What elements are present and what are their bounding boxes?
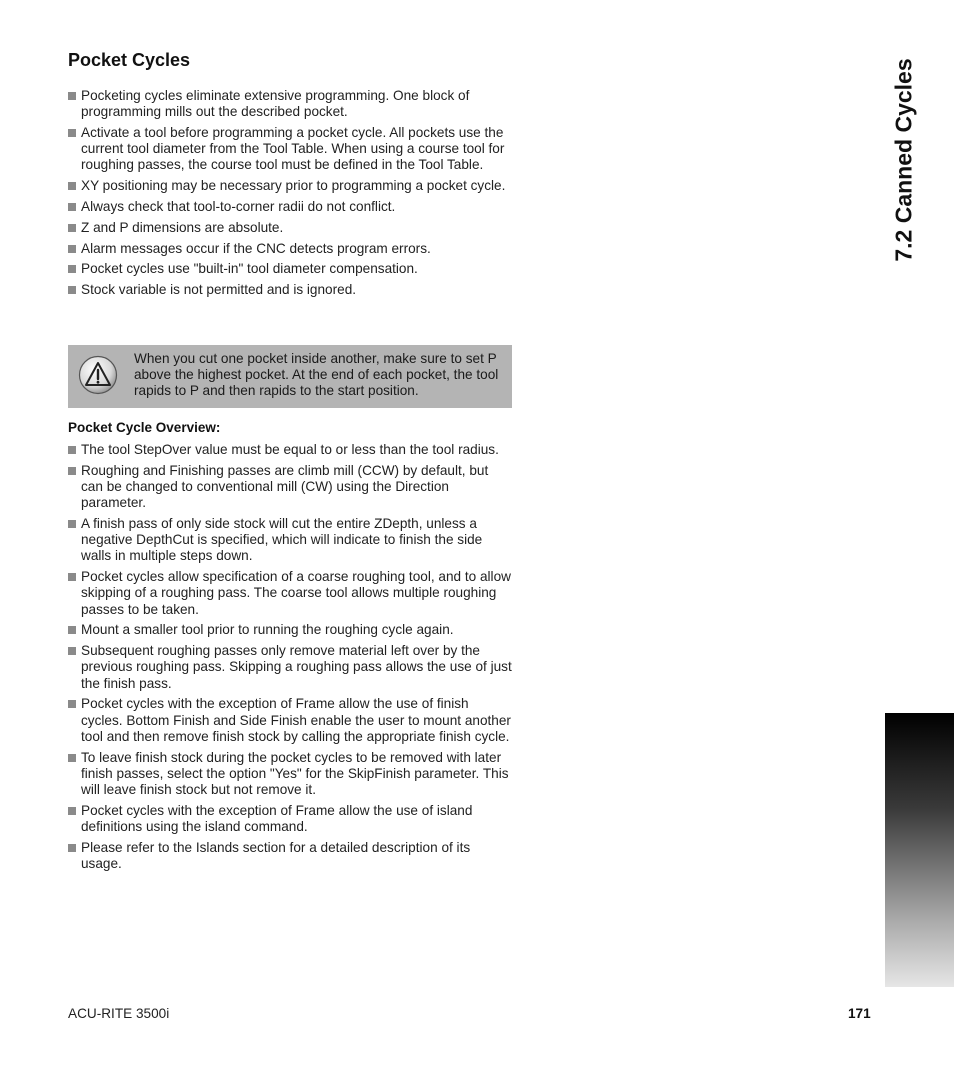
- footer-product-name: ACU-RITE 3500i: [68, 1006, 170, 1021]
- list-item-text: Pocket cycles with the exception of Frame allow the use of island definitions using the island command.: [81, 802, 473, 835]
- list-item: [68, 516, 512, 565]
- list-item: [68, 643, 512, 692]
- list-item: [68, 463, 512, 512]
- list-item-text: Activate a tool before programming a pocket cycle. All pockets use the current tool diameter from the Tool Table. When using a course tool for roughing passes, the course tool must be defined in the Tool Table.: [81, 125, 505, 173]
- list-item: [68, 803, 512, 835]
- list-item: [68, 220, 512, 236]
- list-item: [68, 622, 512, 638]
- footer-page-number: 171: [848, 1006, 871, 1021]
- list-item: [68, 125, 512, 174]
- bullet-square-icon: [68, 807, 76, 815]
- list-item-text: Mount a smaller tool prior to running the roughing cycle again.: [81, 622, 454, 638]
- bullet-square-icon: [68, 129, 76, 137]
- bullet-square-icon: [68, 245, 76, 253]
- list-item-text: XY positioning may be necessary prior to programming a pocket cycle.: [81, 178, 506, 194]
- list-item-text: Subsequent roughing passes only remove material left over by the previous roughing pass. Skipping a roughing pass allows the use of just the finish pass.: [81, 643, 512, 691]
- section-gradient-tab: [885, 713, 954, 987]
- bullet-square-icon: [68, 92, 76, 100]
- list-item-text: Pocket cycles use "built-in" tool diameter compensation.: [81, 261, 418, 277]
- list-item-text: Please refer to the Islands section for a detailed description of its usage.: [81, 839, 471, 872]
- bullet-square-icon: [68, 626, 76, 634]
- bullet-square-icon: [68, 647, 76, 655]
- bullet-square-icon: [68, 224, 76, 232]
- list-item-text: Z and P dimensions are absolute.: [81, 219, 284, 235]
- list-item-text: Pocketing cycles eliminate extensive programming. One block of programming mills out the described pocket.: [81, 88, 470, 120]
- list-item: [68, 261, 512, 277]
- warning-note-box: [68, 345, 512, 408]
- list-item: [68, 442, 512, 458]
- list-item-text: Pocket cycles allow specification of a coarse roughing tool, and to allow skipping of a roughing pass. The coarse tool allows multiple roughing passes to be taken.: [81, 569, 511, 617]
- bullet-square-icon: [68, 844, 76, 852]
- overview-heading: Pocket Cycle Overview:: [68, 420, 221, 435]
- bullet-square-icon: [68, 286, 76, 294]
- list-item: [68, 199, 512, 215]
- list-item: [68, 88, 512, 120]
- list-item-text: The tool StepOver value must be equal to or less than the tool radius.: [81, 442, 499, 457]
- list-item: [68, 750, 512, 799]
- list-item-text: Pocket cycles with the exception of Frame allow the use of finish cycles. Bottom Finish and Side Finish enable the user to mount another tool and then remove finish stock by calling the appropriate finish cycle.: [81, 696, 511, 744]
- list-item: [68, 178, 512, 194]
- list-item: [68, 840, 512, 872]
- list-item-text: To leave finish stock during the pocket cycles to be removed with later finish passes, select the option "Yes" for the SkipFinish parameter. This will leave finish stock but not remove it.: [81, 749, 509, 798]
- list-item-text: Stock variable is not permitted and is ignored.: [81, 282, 357, 298]
- bullet-square-icon: [68, 203, 76, 211]
- bullet-square-icon: [68, 520, 76, 528]
- bullet-square-icon: [68, 467, 76, 475]
- bullet-square-icon: [68, 700, 76, 708]
- list-item: [68, 282, 512, 298]
- warning-note-text: When you cut one pocket inside another, make sure to set P above the highest pocket. At the end of each pocket, the tool rapids to P and then rapids to the start position.: [134, 351, 499, 399]
- list-item-text: A finish pass of only side stock will cut the entire ZDepth, unless a negative DepthCut is specified, which will indicate to finish the side walls in multiple steps down.: [81, 516, 483, 564]
- bullet-square-icon: [68, 754, 76, 762]
- bullet-square-icon: [68, 182, 76, 190]
- list-item: [68, 241, 512, 257]
- list-item: [68, 696, 512, 745]
- list-item-text: Always check that tool-to-corner radii do not conflict.: [81, 199, 396, 214]
- list-item: [68, 569, 512, 618]
- page-heading: Pocket Cycles: [68, 50, 191, 70]
- list-item-text: Alarm messages occur if the CNC detects program errors.: [81, 240, 431, 256]
- intro-bullet-list: [68, 88, 512, 303]
- warning-icon: [78, 355, 118, 395]
- bullet-square-icon: [68, 446, 76, 454]
- section-side-title: 7.2 Canned Cycles: [890, 58, 917, 262]
- list-item-text: Roughing and Finishing passes are climb mill (CCW) by default, but can be changed to conventional mill (CW) using the Direction parameter.: [81, 462, 489, 511]
- overview-bullet-list: [68, 442, 512, 877]
- bullet-square-icon: [68, 265, 76, 273]
- bullet-square-icon: [68, 573, 76, 581]
